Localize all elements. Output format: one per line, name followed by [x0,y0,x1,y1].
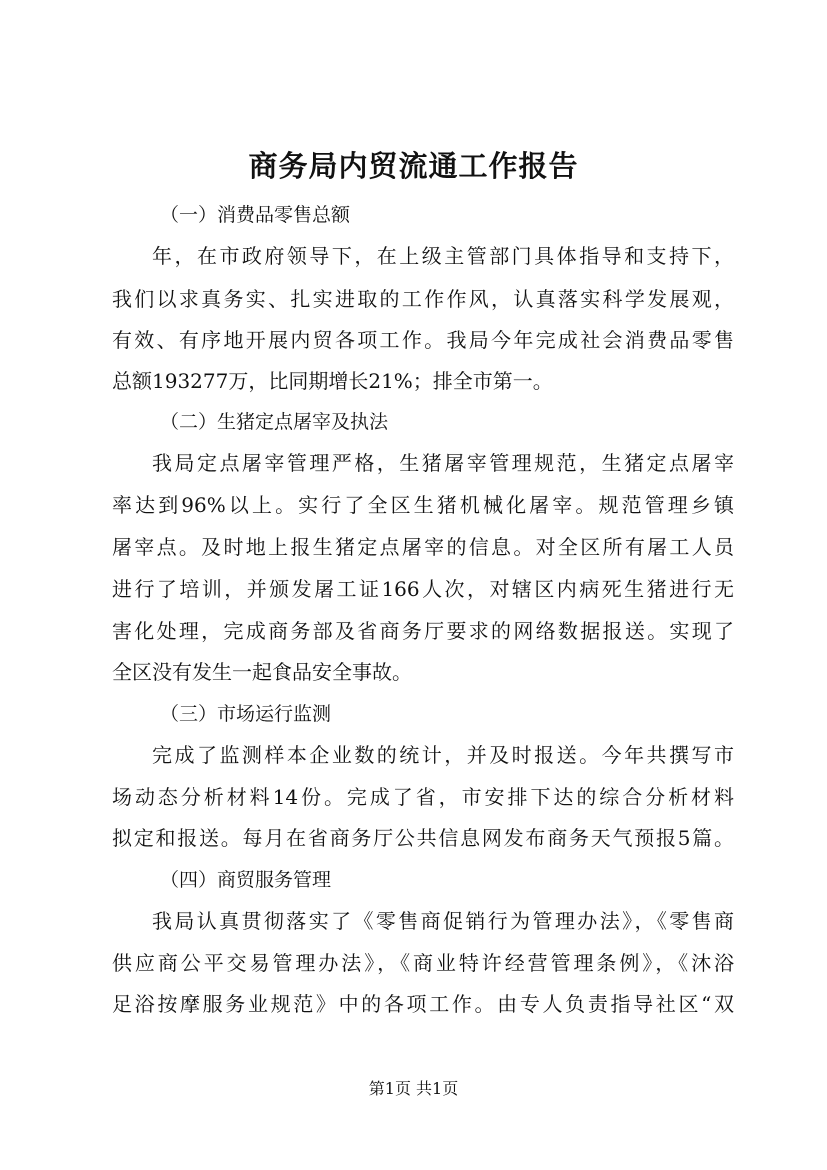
section-heading-1: （一）消费品零售总额 [160,204,351,226]
paragraph-line: 场动态分析材料14份。完成了省，市安排下达的综合分析材料 [112,785,734,809]
paragraph-line: 我局认真贯彻落实了《零售商促销行为管理办法》，《零售商 [152,909,734,933]
paragraph-line: 有效、有序地开展内贸各项工作。我局今年完成社会消费品零售 [112,328,734,352]
paragraph-line: 拟定和报送。每月在省商务厅公共信息网发布商务天气预报5篇。 [112,826,734,850]
paragraph-line: 年，在市政府领导下，在上级主管部门具体指导和支持下， [152,244,734,268]
paragraph-line: 屠宰点。及时地上报生猪定点屠宰的信息。对全区所有屠工人员 [112,535,734,559]
section-heading-3: （三）市场运行监测 [160,703,332,725]
paragraph-line: 害化处理，完成商务部及省商务厅要求的网络数据报送。实现了 [112,619,734,643]
section-heading-4: （四）商贸服务管理 [160,869,332,891]
paragraph-line: 供应商公平交易管理办法》，《商业特许经营管理条例》，《沐浴 [112,951,734,975]
paragraph-line: 足浴按摩服务业规范》中的各项工作。由专人负责指导社区“双 [112,992,734,1016]
section-heading-2: （二）生猪定点屠宰及执法 [160,411,389,433]
paragraph-line: 进行了培训，并颁发屠工证166人次，对辖区内病死生猪进行无 [112,577,734,601]
paragraph-line: 总额193277万，比同期增长21%；排全市第一。 [112,369,553,393]
paragraph-line: 我们以求真务实、扎实进取的工作作风，认真落实科学发展观， [112,287,734,311]
page-number-footer: 第1页 共1页 [368,1079,459,1098]
paragraph-line: 全区没有发生一起食品安全事故。 [112,660,412,684]
paragraph-line: 率达到96%以上。实行了全区生猪机械化屠宰。规范管理乡镇 [112,493,734,517]
document-title: 商务局内贸流通工作报告 [248,149,579,183]
paragraph-line: 我局定点屠宰管理严格，生猪屠宰管理规范，生猪定点屠宰 [152,451,734,475]
paragraph-line: 完成了监测样本企业数的统计，并及时报送。今年共撰写市 [152,743,734,767]
